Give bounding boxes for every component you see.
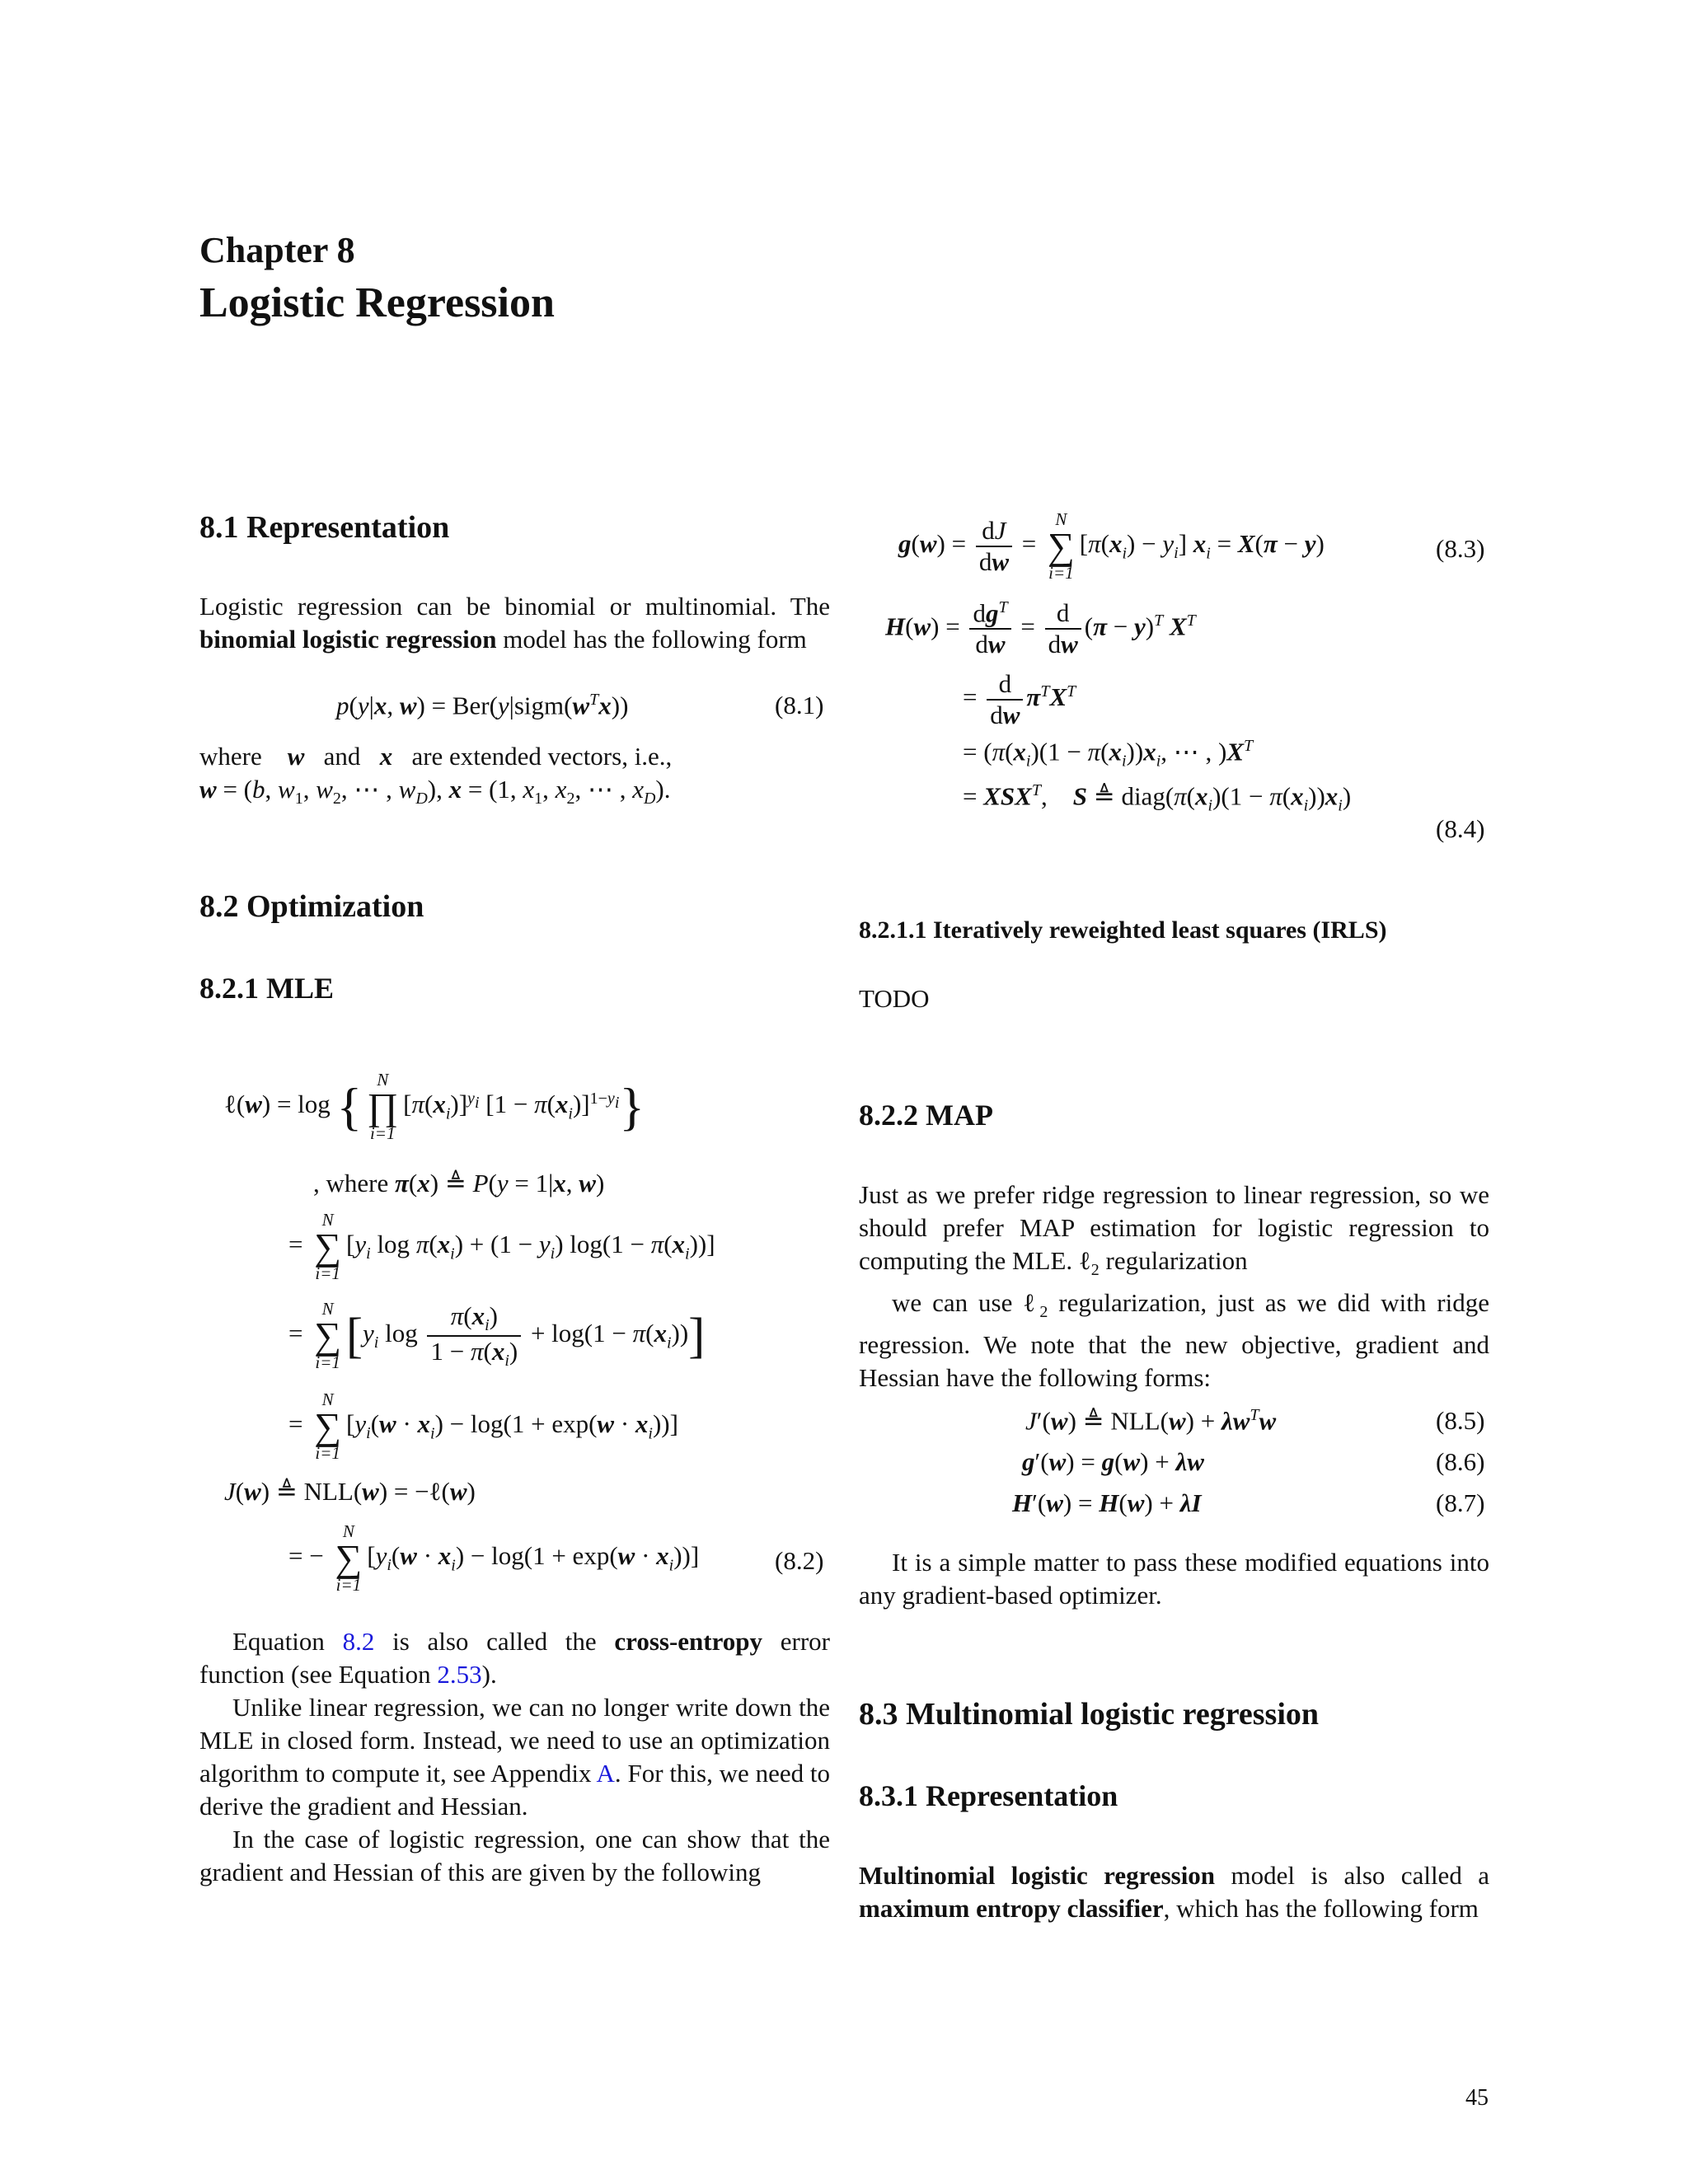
section-8-2-1-1-heading: 8.2.1.1 Iteratively reweighted least squares (IRLS) xyxy=(859,916,1387,944)
cross-entropy-text-c: error function (see Equation xyxy=(199,1627,830,1689)
equation-nll: J(w) ≜ NLL(w) = −ℓ(w) xyxy=(224,1477,476,1506)
where-pi-word: , where xyxy=(313,1169,389,1197)
where-tail: are extended vectors, i.e., xyxy=(405,742,673,771)
equation-sum-line1: = N ∑ i=1 [$y_i$ $\log \pi(x_i) + (1 - y_i) \log(1 - \pi(x_i))$] xyxy=(288,1210,715,1283)
multinomial-text-b: , which has the following form xyxy=(1163,1894,1479,1923)
term-multinomial-logistic-regression: Multinomial logistic regression xyxy=(859,1861,1216,1890)
link-equation-2-53[interactable]: 2.53 xyxy=(437,1660,482,1689)
in-case-text: In the case of logistic regression, one can show that the gradient and Hessian of this are given by the following xyxy=(199,1825,830,1886)
paragraph-8-1 xyxy=(199,590,830,656)
section-8-3-heading: 8.3 Multinomial logistic regression xyxy=(859,1697,1320,1732)
map-text-a-tail: regularization xyxy=(1099,1246,1248,1275)
chapter-title: Logistic Regression xyxy=(199,279,555,326)
page-number: 45 xyxy=(1465,2085,1489,2111)
equation-8-7: H′(w) = H(w) + λI xyxy=(1012,1488,1202,1517)
unlike-tail: . For this, we need to derive the gradient and Hessian. xyxy=(199,1759,830,1821)
term-binomial-logistic-regression: binomial logistic regression xyxy=(199,625,497,654)
equation-number-8-4: (8.4) xyxy=(1436,814,1485,843)
paragraph-8-1-line1: Logistic regression can be binomial or multinomial. The xyxy=(199,592,830,621)
equation-sum-line2: = N ∑ i=1 [$y_i$ log $\frac{\pi(x_i)}{1 - \pi(x_i)}$ + $\log(1 - \pi(x_i))$] xyxy=(288,1299,706,1372)
paragraph-where-vectors: where w and x are extended vectors, i.e., w = (b, $w_1$, $w_2$, ⋯ , $w_D$), x = (1, $x_1$, $x_2$, ⋯ , $x_D$). xyxy=(199,742,673,808)
equation-number-8-2: (8.2) xyxy=(775,1546,824,1575)
term-cross-entropy: cross-entropy xyxy=(614,1627,763,1656)
section-8-3-1-heading: 8.3.1 Representation xyxy=(859,1779,1118,1812)
map-text-b-tail: regularization, just as we did with ridge regression. We note that the new objective, gradient and Hessian have the following forms: xyxy=(859,1288,1489,1393)
equation-8-6: g′(w) = g(w) + λw xyxy=(1022,1447,1204,1476)
equation-pi-definition: , where π(x) ≜ P(y = 1|x, w) xyxy=(313,1169,605,1197)
map-text-b-sub: 2 xyxy=(1039,1303,1048,1322)
equation-hessian-line2: = $\frac{d}{dw}$ $\pi^TX^T$ xyxy=(963,669,1076,729)
link-equation-8-2[interactable]: 8.2 xyxy=(342,1627,375,1656)
cross-entropy-text-b: is also called the xyxy=(374,1627,615,1656)
paragraph-multinomial xyxy=(859,1859,1489,1925)
paragraph-8-1-rest: model has the following form xyxy=(496,625,807,654)
todo-text: TODO xyxy=(859,984,930,1013)
equation-8-5: J′(w) ≜ $NLL(w) + \lambda w^Tw$ xyxy=(1025,1406,1277,1436)
and-word: and xyxy=(316,742,368,771)
map-text-b: we can use ℓ xyxy=(892,1288,1040,1318)
equation-number-8-1: (8.1) xyxy=(775,691,824,719)
section-8-1-heading: 8.1 Representation xyxy=(199,510,450,545)
cross-entropy-text-a: Equation xyxy=(232,1627,343,1656)
equation-hessian-line1: H(w) = $\frac{dg^T}{dw}$ = $\frac{d}{dw}$ $(\pi - y)^T$ $X^T$ xyxy=(885,598,1196,659)
paragraph-cross-entropy xyxy=(199,1625,830,1889)
section-8-2-heading: 8.2 Optimization xyxy=(199,889,424,924)
optimizer-text: It is a simple matter to pass these modified equations into any gradient-based optimizer. xyxy=(859,1548,1489,1610)
section-8-2-1-heading: 8.2.1 MLE xyxy=(199,972,335,1005)
unlike-text: Unlike linear regression, we can no longer write down the MLE in closed form. Instead, we need to use an optimization algorithm to compute it, see Appendix xyxy=(199,1693,830,1788)
equation-log-likelihood: ℓ(w) = log { N ∏ i=1 $[\pi(x_i)]^{y_i}$ $[1 - \pi(x_i)]^{1-y_i}$} xyxy=(224,1070,645,1143)
equation-number-8-3: (8.3) xyxy=(1436,534,1485,563)
map-text-a-sub: 2 xyxy=(1090,1261,1100,1280)
where-word: where xyxy=(199,742,262,771)
map-text-a: Just as we prefer ridge regression to linear regression, so we should prefer MAP estimation for logistic regression to computing the MLE. ℓ xyxy=(859,1180,1489,1275)
section-8-2-2-heading: 8.2.2 MAP xyxy=(859,1099,993,1132)
equation-number-8-7: (8.7) xyxy=(1436,1488,1485,1517)
equation-sum-line3: = N ∑ i=1 $[y_i(w \cdot x_i) - \log(1 + \exp(w \cdot x_i))]$ xyxy=(288,1390,678,1463)
multinomial-text-a: model is also called a xyxy=(1215,1861,1489,1890)
paragraph-optimizer xyxy=(859,1546,1489,1612)
paragraph-map xyxy=(859,1179,1489,1394)
equation-number-8-5: (8.5) xyxy=(1436,1406,1485,1435)
equation-8-3: g(w) = $\frac{dJ}{dw}$ = N ∑ i=1 $[\pi(x_i) - y_i] x_i = X(\pi - y)$ xyxy=(898,509,1325,583)
equation-number-8-6: (8.6) xyxy=(1436,1447,1485,1476)
cross-entropy-text-d: ). xyxy=(481,1660,497,1689)
term-maximum-entropy-classifier: maximum entropy classifier xyxy=(859,1894,1164,1923)
equation-8-1: p(y|x, $w) = Ber(y|sigm(w^Tx))$ xyxy=(336,691,629,720)
chapter-label: Chapter 8 xyxy=(199,230,355,270)
link-appendix-a[interactable]: A xyxy=(596,1759,615,1788)
equation-hessian-line4: = $XSX^T$, S ≜ $diag(\pi(x_i)(1 - \pi(x_i))x_i)$ xyxy=(963,781,1352,815)
equation-8-2: = − N ∑ i=1 $[y_i(w \cdot x_i) - \log(1 + \exp(w \cdot x_i))]$ xyxy=(288,1521,700,1595)
equation-hessian-line3: = ($\pi(x_i)(1 - \pi(x_i))x_i$, ⋯ , )$X^T$ xyxy=(963,737,1254,771)
